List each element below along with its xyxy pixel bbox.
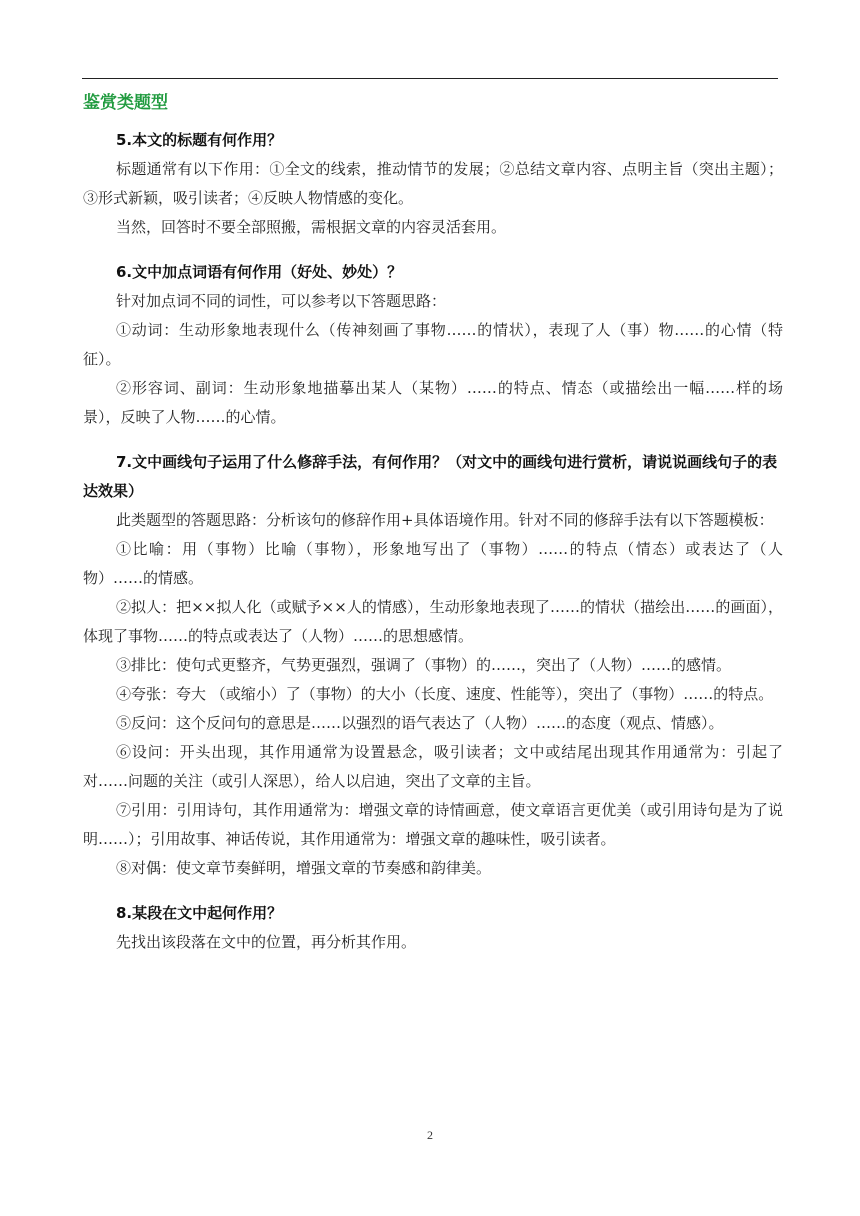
answer-paragraph: ④夸张：夸大 （或缩小）了（事物）的大小（长度、速度、性能等），突出了（事物）……的特点。	[116, 685, 774, 703]
question-title: 5.本文的标题有何作用？	[116, 131, 283, 149]
question-6	[83, 258, 783, 432]
question-5	[83, 126, 783, 242]
question-title: 6.文中加点词语有何作用（好处、妙处）？	[116, 263, 403, 281]
spacer	[83, 883, 783, 899]
answer-paragraph: ⑧对偶：使文章节奏鲜明，增强文章的节奏感和韵律美。	[116, 859, 492, 877]
answer-paragraph: 针对加点词不同的词性，可以参考以下答题思路：	[116, 292, 447, 310]
question-title: 7.文中画线句子运用了什么修辞手法，有何作用？（对文中的画线句进行赏析，请说说画线句子的表达效果）	[83, 453, 778, 500]
document-body	[83, 90, 783, 957]
spacer	[83, 432, 783, 448]
answer-paragraph: ⑦引用：引用诗句，其作用通常为：增强文章的诗情画意，使文章语言更优美（或引用诗句是为了说明……）；引用故事、神话传说，其作用通常为：增强文章的趣味性，吸引读者。	[83, 801, 783, 848]
answer-paragraph: ⑤反问：这个反问句的意思是……以强烈的语气表达了（人物）……的态度（观点、情感）。	[116, 714, 724, 732]
answer-paragraph: ⑥设问：开头出现，其作用通常为设置悬念，吸引读者；文中或结尾出现其作用通常为：引起了对……问题的关注（或引人深思），给人以启迪，突出了文章的主旨。	[83, 743, 783, 790]
answer-paragraph: 此类题型的答题思路：分析该句的修辞作用+具体语境作用。针对不同的修辞手法有以下答题模板：	[116, 511, 774, 529]
answer-paragraph: 当然，回答时不要全部照搬，需根据文章的内容灵活套用。	[116, 218, 507, 236]
answer-paragraph: ②形容词、副词：生动形象地描摹出某人（某物）……的特点、情态（或描绘出一幅……样的场景），反映了人物……的心情。	[83, 379, 783, 426]
header-rule	[82, 78, 778, 79]
answer-paragraph: ②拟人：把××拟人化（或赋予××人的情感），生动形象地表现了……的情状（描绘出……的画面），体现了事物……的特点或表达了（人物）……的思想感情。	[83, 598, 783, 645]
spacer	[83, 242, 783, 258]
question-7	[83, 448, 783, 883]
answer-paragraph: 先找出该段落在文中的位置，再分析其作用。	[116, 933, 417, 951]
question-8	[83, 899, 783, 957]
section-title: 鉴赏类题型	[83, 93, 168, 113]
question-title: 8.某段在文中起何作用？	[116, 904, 283, 922]
answer-paragraph: ③排比：使句式更整齐，气势更强烈，强调了（事物）的……，突出了（人物）……的感情。	[116, 656, 732, 674]
answer-paragraph: ①比喻：用（事物）比喻（事物），形象地写出了（事物）……的特点（情态）或表达了（人物）……的情感。	[83, 540, 783, 587]
page-number: 2	[427, 1128, 433, 1142]
answer-paragraph: 标题通常有以下作用：①全文的线索，推动情节的发展；②总结文章内容、点明主旨（突出主题）；③形式新颖，吸引读者；④反映人物情感的变化。	[83, 160, 783, 207]
answer-paragraph: ①动词：生动形象地表现什么（传神刻画了事物……的情状），表现了人（事）物……的心情（特征）。	[83, 321, 783, 368]
